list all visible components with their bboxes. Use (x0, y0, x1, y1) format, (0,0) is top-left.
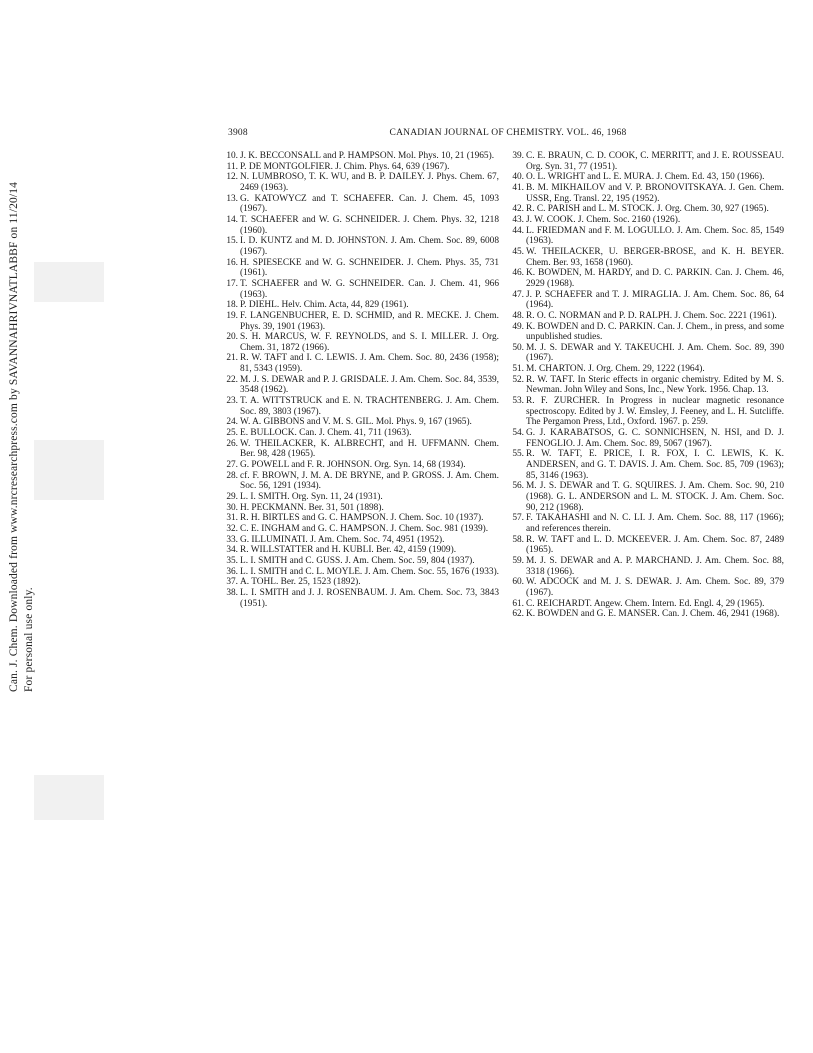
watermark-line-download: Can. J. Chem. Downloaded from www.nrcresearchpress.com by SAVANNAHRIVNATLABBF on 11/20/14 (8, 181, 20, 692)
reference-number: 58. (512, 534, 524, 545)
reference-item (224, 162, 499, 173)
reference-item (510, 215, 784, 226)
reference-item (224, 258, 499, 279)
reference-number: 47. (512, 289, 524, 300)
reference-item (224, 577, 499, 588)
reference-text: B. M. MIKHAILOV and V. P. BRONOVITSKAYA. J. Gen. Chem. USSR, Eng. Transl. 22, 195 (1952). (526, 182, 784, 204)
reference-item (224, 545, 499, 556)
reference-number: 27. (226, 460, 238, 471)
reference-text: F. LANGENBUCHER, E. D. SCHMID, and R. MECKE. J. Chem. Phys. 39, 1901 (1963). (240, 310, 499, 332)
reference-item (224, 439, 499, 460)
reference-item (224, 417, 499, 428)
reference-number: 56. (512, 481, 524, 492)
scan-artifact (34, 440, 104, 500)
reference-number: 46. (512, 268, 524, 279)
reference-number: 25. (226, 428, 238, 439)
reference-item (510, 322, 784, 343)
reference-item (224, 236, 499, 257)
reference-number: 37. (226, 577, 238, 588)
reference-number: 54. (512, 428, 524, 439)
reference-text: J. W. COOK. J. Chem. Soc. 2160 (1926). (526, 214, 681, 225)
journal-title: CANADIAN JOURNAL OF CHEMISTRY. VOL. 46, 1968 (389, 128, 627, 138)
reference-item (510, 428, 784, 449)
reference-number: 26. (226, 438, 238, 449)
reference-number: 48. (512, 310, 524, 321)
reference-number: 53. (512, 396, 524, 407)
reference-text: M. J. S. DEWAR and T. G. SQUIRES. J. Am. Chem. Soc. 90, 210 (1968). G. L. ANDERSON and L. M. STOCK. J. Am. Chem. Soc. 90, 212 (1968). (526, 481, 784, 513)
reference-text: H. PECKMANN. Ber. 31, 501 (1898). (240, 502, 384, 513)
reference-item (224, 492, 499, 503)
reference-text: K. BOWDEN and D. C. PARKIN. Can. J. Chem., in press, and some unpublished studies. (526, 321, 784, 343)
reference-text: R. WILLSTATTER and H. KUBLI. Ber. 42, 4159 (1909). (240, 545, 457, 556)
reference-text: K. BOWDEN, M. HARDY, and D. C. PARKIN. Can. J. Chem. 46, 2929 (1968). (526, 268, 784, 289)
reference-item (510, 577, 784, 598)
reference-number: 52. (512, 374, 524, 385)
reference-text: W. A. GIBBONS and V. M. S. GIL. Mol. Phys. 9, 167 (1965). (240, 417, 472, 428)
reference-number: 13. (226, 193, 238, 204)
reference-item (510, 513, 784, 534)
reference-number: 50. (512, 342, 524, 353)
reference-text: W. ADCOCK and M. J. S. DEWAR. J. Am. Chem. Soc. 89, 379 (1967). (526, 577, 784, 598)
reference-item (224, 151, 499, 162)
reference-text: P. DIEHL. Helv. Chim. Acta, 44, 829 (1961). (240, 300, 409, 311)
reference-number: 38. (226, 587, 238, 598)
reference-text: J. K. BECCONSALL and P. HAMPSON. Mol. Phys. 10, 21 (1965). (240, 151, 495, 161)
reference-number: 12. (226, 172, 238, 183)
reference-number: 51. (512, 364, 524, 375)
reference-text: A. TOHL. Ber. 25, 1523 (1892). (240, 577, 361, 588)
reference-number: 23. (226, 396, 238, 407)
reference-text: T. A. WITTSTRUCK and E. N. TRACHTENBERG. J. Am. Chem. Soc. 89, 3803 (1967). (240, 396, 499, 417)
reference-item (224, 332, 499, 353)
reference-number: 15. (226, 236, 238, 247)
reference-number: 19. (226, 310, 238, 321)
reference-item (224, 556, 499, 567)
reference-number: 31. (226, 513, 238, 524)
reference-text: L. FRIEDMAN and F. M. LOGULLO. J. Am. Chem. Soc. 85, 1549 (1963). (526, 225, 784, 247)
reference-number: 34. (226, 545, 238, 556)
reference-item (224, 567, 499, 578)
reference-number: 55. (512, 449, 524, 460)
reference-text: N. LUMBROSO, T. K. WU, and B. P. DAILEY. J. Phys. Chem. 67, 2469 (1963). (240, 172, 499, 193)
reference-number: 11. (226, 161, 238, 172)
reference-text: L. I. SMITH and C. GUSS. J. Am. Chem. Soc. 59, 804 (1937). (240, 555, 475, 566)
reference-text: O. L. WRIGHT and L. E. MURA. J. Chem. Ed. 43, 150 (1966). (526, 172, 765, 183)
reference-number: 41. (512, 182, 524, 193)
reference-text: P. DE MONTGOLFIER. J. Chim. Phys. 64, 639 (1967). (240, 161, 450, 172)
reference-number: 20. (226, 332, 238, 343)
reference-number: 60. (512, 577, 524, 588)
reference-item (510, 599, 784, 610)
reference-item (510, 481, 784, 513)
reference-text: C. E. BRAUN, C. D. COOK, C. MERRITT, and J. E. ROUSSEAU. Org. Syn. 31, 77 (1951). (526, 151, 784, 172)
reference-number: 32. (226, 523, 238, 534)
watermark-line-personal-use: For personal use only. (23, 587, 35, 692)
reference-item (224, 375, 499, 396)
reference-number: 39. (512, 151, 524, 161)
reference-item (510, 247, 784, 268)
reference-number: 14. (226, 214, 238, 225)
reference-item (224, 535, 499, 546)
reference-item (510, 183, 784, 204)
reference-item (224, 300, 499, 311)
reference-item (510, 151, 784, 172)
reference-number: 17. (226, 278, 238, 289)
reference-item (224, 172, 499, 193)
reference-text: S. H. MARCUS, W. F. REYNOLDS, and S. I. MILLER. J. Org. Chem. 31, 1872 (1966). (240, 332, 499, 353)
reference-number: 44. (512, 225, 524, 236)
reference-item (510, 375, 784, 396)
reference-number: 21. (226, 353, 238, 364)
references-right-column (510, 151, 784, 620)
reference-item (510, 535, 784, 556)
reference-number: 29. (226, 492, 238, 502)
reference-text: R. F. ZURCHER. In Progress in nuclear magnetic resonance spectroscopy. Edited by J. W. Emsley, J. Feeney, and L. H. Sutcliffe. The Pergamon Press, Ltd., Oxford. 1967. p. 259. (526, 396, 784, 428)
reference-text: L. I. SMITH. Org. Syn. 11, 24 (1931). (240, 492, 383, 502)
reference-text: R. H. BIRTLES and G. C. HAMPSON. J. Chem. Soc. 10 (1937). (240, 513, 484, 524)
reference-item (510, 609, 784, 620)
reference-item (224, 503, 499, 514)
reference-text: M. J. S. DEWAR and Y. TAKEUCHI. J. Am. Chem. Soc. 89, 390 (1967). (526, 342, 784, 364)
reference-text: F. TAKAHASHI and N. C. LI. J. Am. Chem. Soc. 88, 117 (1966); and references therein. (526, 513, 784, 534)
reference-item (510, 311, 784, 322)
reference-text: W. THEILACKER, K. ALBRECHT, and H. UFFMANN. Chem. Ber. 98, 428 (1965). (240, 438, 499, 460)
reference-item (224, 311, 499, 332)
reference-text: C. REICHARDT. Angew. Chem. Intern. Ed. Engl. 4, 29 (1965). (526, 598, 765, 609)
reference-text: T. SCHAEFER and W. G. SCHNEIDER. Can. J. Chem. 41, 966 (1963). (240, 278, 499, 300)
reference-number: 62. (512, 609, 524, 620)
reference-item (510, 204, 784, 215)
reference-item (224, 279, 499, 300)
reference-item (510, 396, 784, 428)
reference-item (224, 428, 499, 439)
reference-item (224, 588, 499, 609)
reference-text: L. I. SMITH and C. L. MOYLE. J. Am. Chem. Soc. 55, 1676 (1933). (240, 566, 500, 577)
reference-number: 43. (512, 214, 524, 225)
reference-number: 61. (512, 598, 524, 609)
page-number: 3908 (228, 128, 248, 138)
reference-item (224, 396, 499, 417)
reference-number: 42. (512, 204, 524, 215)
reference-item (224, 215, 499, 236)
reference-text: M. J. S. DEWAR and A. P. MARCHAND. J. Am. Chem. Soc. 88, 3318 (1966). (526, 555, 784, 577)
reference-text: cf. F. BROWN, J. M. A. DE BRYNE, and P. GROSS. J. Am. Chem. Soc. 56, 1291 (1934). (240, 470, 499, 492)
reference-text: G. KATOWYCZ and T. SCHAEFER. Can. J. Chem. 45, 1093 (1967). (240, 193, 499, 215)
reference-item (224, 524, 499, 535)
reference-text: R. W. TAFT and L. D. MCKEEVER. J. Am. Chem. Soc. 87, 2489 (1965). (526, 534, 784, 556)
reference-text: T. SCHAEFER and W. G. SCHNEIDER. J. Chem. Phys. 32, 1218 (1960). (240, 214, 499, 236)
reference-text: G. POWELL and F. R. JOHNSON. Org. Syn. 14, 68 (1934). (240, 460, 466, 471)
reference-number: 45. (512, 246, 524, 257)
reference-text: G. ILLUMINATI. J. Am. Chem. Soc. 74, 4951 (1952). (240, 534, 445, 545)
reference-text: E. BULLOCK. Can. J. Chem. 41, 711 (1963). (240, 428, 412, 439)
reference-number: 16. (226, 257, 238, 268)
reference-item (224, 513, 499, 524)
reference-item (224, 194, 499, 215)
download-watermark (2, 181, 42, 700)
reference-item (224, 353, 499, 374)
reference-number: 33. (226, 534, 238, 545)
references-left-column (224, 151, 499, 609)
reference-number: 10. (226, 151, 238, 161)
reference-text: L. I. SMITH and J. J. ROSENBAUM. J. Am. Chem. Soc. 73, 3843 (1951). (240, 587, 499, 609)
reference-item (510, 364, 784, 375)
reference-text: W. THEILACKER, U. BERGER-BROSE, and K. H. BEYER. Chem. Ber. 93, 1658 (1960). (526, 246, 784, 268)
reference-number: 28. (226, 470, 238, 481)
reference-text: R. W. TAFT and I. C. LEWIS. J. Am. Chem. Soc. 80, 2436 (1958); 81, 5343 (1959). (240, 353, 499, 375)
reference-number: 36. (226, 566, 238, 577)
scan-artifact (34, 775, 104, 820)
reference-text: R. C. PARISH and L. M. STOCK. J. Org. Chem. 30, 927 (1965). (526, 204, 769, 215)
reference-text: I. D. KUNTZ and M. D. JOHNSTON. J. Am. Chem. Soc. 89, 6008 (1967). (240, 236, 499, 257)
reference-number: 49. (512, 321, 524, 332)
reference-number: 35. (226, 555, 238, 566)
reference-item (510, 172, 784, 183)
reference-item (224, 460, 499, 471)
reference-item (510, 290, 784, 311)
reference-item (510, 226, 784, 247)
scan-artifact (34, 262, 104, 302)
reference-item (510, 343, 784, 364)
reference-number: 18. (226, 300, 238, 311)
reference-text: R. W. TAFT, E. PRICE, I. R. FOX, I. C. LEWIS, K. K. ANDERSEN, and G. T. DAVIS. J. Am. Chem. Soc. 85, 709 (1963); 85, 3146 (1963). (526, 449, 784, 481)
reference-number: 30. (226, 502, 238, 513)
reference-text: M. J. S. DEWAR and P. J. GRISDALE. J. Am. Chem. Soc. 84, 3539, 3548 (1962). (240, 374, 499, 396)
reference-number: 22. (226, 374, 238, 385)
reference-item (510, 268, 784, 289)
reference-text: J. P. SCHAEFER and T. J. MIRAGLIA. J. Am. Chem. Soc. 86, 64 (1964). (526, 289, 784, 311)
reference-text: H. SPIESECKE and W. G. SCHNEIDER. J. Chem. Phys. 35, 731 (1961). (240, 257, 499, 279)
reference-text: R. O. C. NORMAN and P. D. RALPH. J. Chem. Soc. 2221 (1961). (526, 310, 777, 321)
reference-text: M. CHARTON. J. Org. Chem. 29, 1222 (1964). (526, 364, 705, 375)
reference-text: K. BOWDEN and G. E. MANSER. Can. J. Chem. 46, 2941 (1968). (526, 609, 780, 620)
reference-number: 24. (226, 417, 238, 428)
reference-item (224, 471, 499, 492)
reference-text: C. E. INGHAM and G. C. HAMPSON. J. Chem. Soc. 981 (1939). (240, 523, 489, 534)
reference-number: 57. (512, 513, 524, 524)
reference-text: R. W. TAFT. In Steric effects in organic chemistry. Edited by M. S. Newman. John Wiley and Sons, Inc., New York. 1956. Chap. 13. (526, 374, 784, 396)
reference-item (510, 556, 784, 577)
reference-number: 40. (512, 172, 524, 183)
reference-item (510, 449, 784, 481)
reference-number: 59. (512, 555, 524, 566)
reference-text: G. J. KARABATSOS, G. C. SONNICHSEN, N. HSI, and D. J. FENOGLIO. J. Am. Chem. Soc. 89, 5067 (1967). (526, 428, 784, 449)
